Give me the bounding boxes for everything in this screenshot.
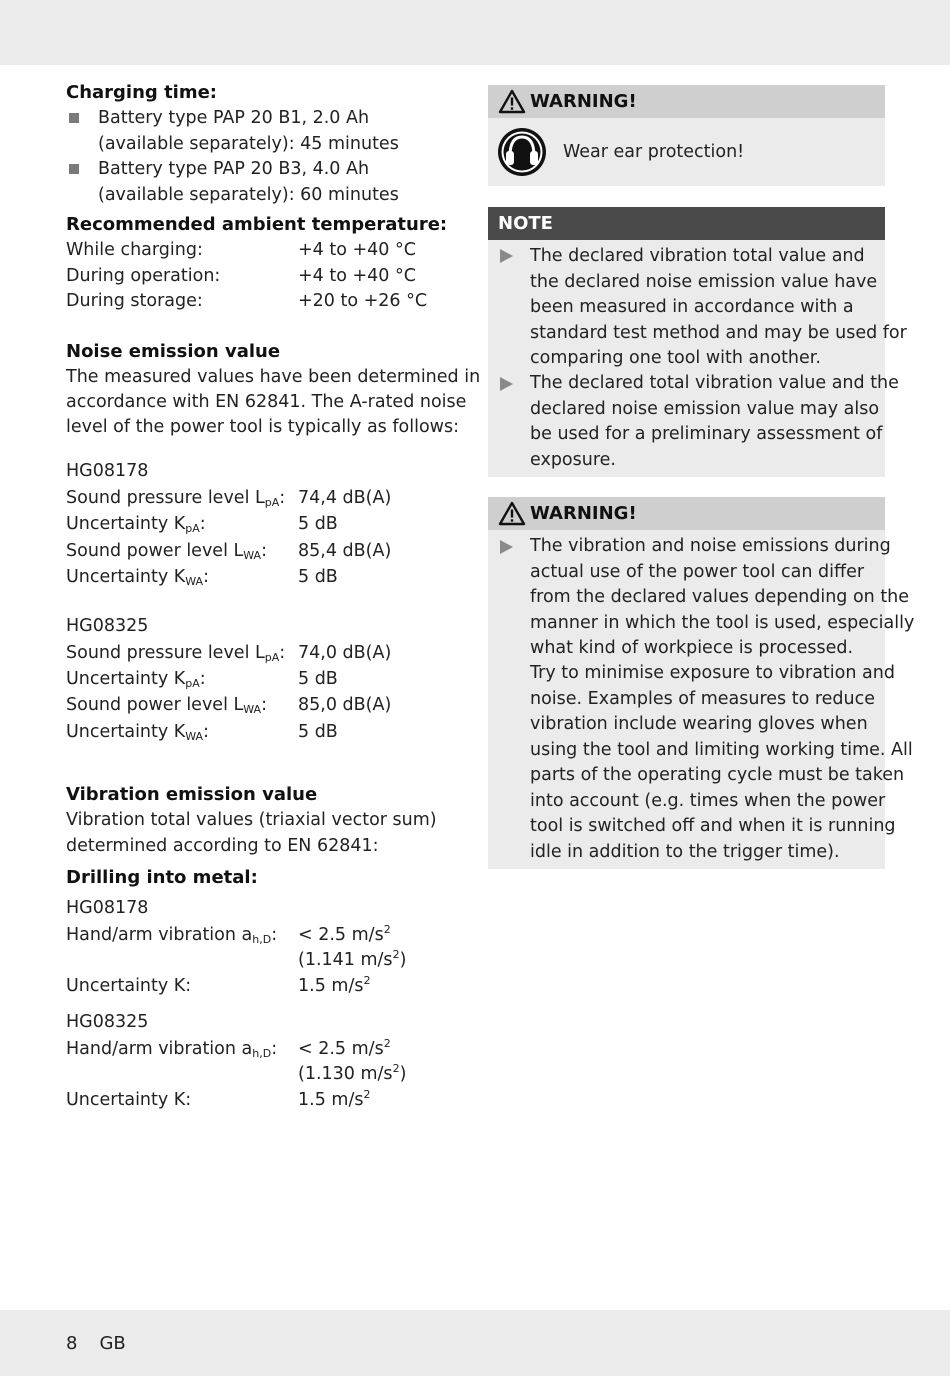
- vibration-title: Vibration emission value: [66, 784, 318, 805]
- noise-text-line: The measured values have been determined in: [66, 367, 481, 387]
- noise-model-1: HG08178: [66, 461, 149, 481]
- drilling-title: Drilling into metal:: [66, 867, 258, 888]
- noise-text-line: accordance with EN 62841. The A-rated noise: [66, 392, 467, 412]
- warning-line: from the declared values depending on the: [530, 587, 910, 607]
- kpa-label: Uncertainty $K_{pA}$:: [66, 669, 206, 690]
- warning-line: manner in which the tool is used, especially: [530, 613, 915, 633]
- hand-arm-value: < 2.5 $m/s^2$: [298, 923, 391, 945]
- kwa-label: Uncertainty $K_{WA}$:: [66, 722, 209, 743]
- warning-line: Try to minimise exposure to vibration and: [530, 663, 895, 683]
- temp-value: +4 to +40 °C: [298, 266, 416, 286]
- warning-line: vibration include wearing gloves when: [530, 714, 868, 734]
- uncertainty-k-label: Uncertainty K:: [66, 976, 192, 996]
- note-line: The declared total vibration value and the: [530, 373, 899, 393]
- temp-label: During storage:: [66, 291, 203, 311]
- warning-line: parts of the operating cycle must be taken: [530, 765, 905, 785]
- charging-item-1-line2: (available separately): 45 minutes: [98, 134, 399, 154]
- vib-model-1: HG08178: [66, 898, 149, 918]
- warning-line: tool is switched off and when it is running: [530, 816, 896, 836]
- uncertainty-k-value: 1.5 $m/s^2$: [298, 1088, 371, 1110]
- warning-triangle-icon: [498, 501, 526, 526]
- uncertainty-k-label: Uncertainty K:: [66, 1090, 192, 1110]
- ear-protection-icon: [497, 127, 547, 177]
- language-code: GB: [99, 1333, 126, 1354]
- bullet-square-icon: [69, 164, 79, 174]
- charging-item-1-line1: Battery type PAP 20 B1, 2.0 Ah: [98, 108, 370, 128]
- warning-line: into account (e.g. times when the power: [530, 791, 886, 811]
- swl-label: Sound power level $L_{WA}$:: [66, 541, 267, 562]
- triangle-bullet-icon: [500, 540, 513, 554]
- kpa-label: Uncertainty $K_{pA}$:: [66, 514, 206, 535]
- warning-title: WARNING!: [530, 91, 637, 112]
- spl-value: 74,0 dB(A): [298, 643, 392, 663]
- kwa-value: 5 dB: [298, 722, 338, 742]
- hand-arm-value: < 2.5 $m/s^2$: [298, 1037, 391, 1059]
- note-line: be used for a preliminary assessment of: [530, 424, 883, 444]
- triangle-bullet-icon: [500, 377, 513, 391]
- warning-line: idle in addition to the trigger time).: [530, 842, 840, 862]
- swl-value: 85,4 dB(A): [298, 541, 392, 561]
- warning-line: actual use of the power tool can differ: [530, 562, 865, 582]
- temp-value: +4 to +40 °C: [298, 240, 416, 260]
- note-line: The declared vibration total value and: [530, 246, 865, 266]
- triangle-bullet-icon: [500, 249, 513, 263]
- vibration-text-line: determined according to EN 62841:: [66, 836, 379, 856]
- temperature-title: Recommended ambient temperature:: [66, 214, 448, 235]
- page-number: 8: [66, 1333, 78, 1354]
- note-line: been measured in accordance with a: [530, 297, 854, 317]
- warning-triangle-icon: [498, 89, 526, 114]
- kpa-value: 5 dB: [298, 514, 338, 534]
- spl-value: 74,4 dB(A): [298, 488, 392, 508]
- warning-line: using the tool and limiting working time. All: [530, 740, 913, 760]
- charging-item-2-line2: (available separately): 60 minutes: [98, 185, 399, 205]
- hand-arm-label: Hand/arm vibration $a_{h,D}$:: [66, 1039, 278, 1060]
- note-line: comparing one tool with another.: [530, 348, 821, 368]
- vibration-text-line: Vibration total values (triaxial vector sum): [66, 810, 437, 830]
- charging-item-2-line1: Battery type PAP 20 B3, 4.0 Ah: [98, 159, 370, 179]
- noise-title: Noise emission value: [66, 341, 281, 362]
- hand-arm-label: Hand/arm vibration $a_{h,D}$:: [66, 925, 278, 946]
- kwa-value: 5 dB: [298, 567, 338, 587]
- uncertainty-k-value: 1.5 $m/s^2$: [298, 974, 371, 996]
- noise-text-line: level of the power tool is typically as follows:: [66, 417, 459, 437]
- temp-value: +20 to +26 °C: [298, 291, 428, 311]
- spl-label: Sound pressure level $L_{pA}$:: [66, 643, 286, 664]
- note-title: NOTE: [498, 213, 553, 234]
- note-line: declared noise emission value may also: [530, 399, 880, 419]
- swl-value: 85,0 dB(A): [298, 695, 392, 715]
- hand-arm-value-measured: (1.130 $m/s^2$): [298, 1062, 407, 1084]
- kpa-value: 5 dB: [298, 669, 338, 689]
- vib-model-2: HG08325: [66, 1012, 149, 1032]
- temp-label: During operation:: [66, 266, 221, 286]
- bullet-square-icon: [69, 113, 79, 123]
- kwa-label: Uncertainty $K_{WA}$:: [66, 567, 209, 588]
- header-band: [0, 0, 950, 65]
- warning-line: what kind of workpiece is processed.: [530, 638, 854, 658]
- note-line: standard test method and may be used for: [530, 323, 907, 343]
- warning-line: The vibration and noise emissions during: [530, 536, 891, 556]
- spl-label: Sound pressure level $L_{pA}$:: [66, 488, 286, 509]
- warning-text: Wear ear protection!: [563, 142, 745, 162]
- hand-arm-value-measured: (1.141 $m/s^2$): [298, 948, 407, 970]
- charging-title: Charging time:: [66, 82, 218, 103]
- note-line: exposure.: [530, 450, 616, 470]
- temp-label: While charging:: [66, 240, 203, 260]
- note-line: the declared noise emission value have: [530, 272, 878, 292]
- noise-model-2: HG08325: [66, 616, 149, 636]
- warning-title: WARNING!: [530, 503, 637, 524]
- warning-line: noise. Examples of measures to reduce: [530, 689, 876, 709]
- footer: [66, 1333, 148, 1354]
- swl-label: Sound power level $L_{WA}$:: [66, 695, 267, 716]
